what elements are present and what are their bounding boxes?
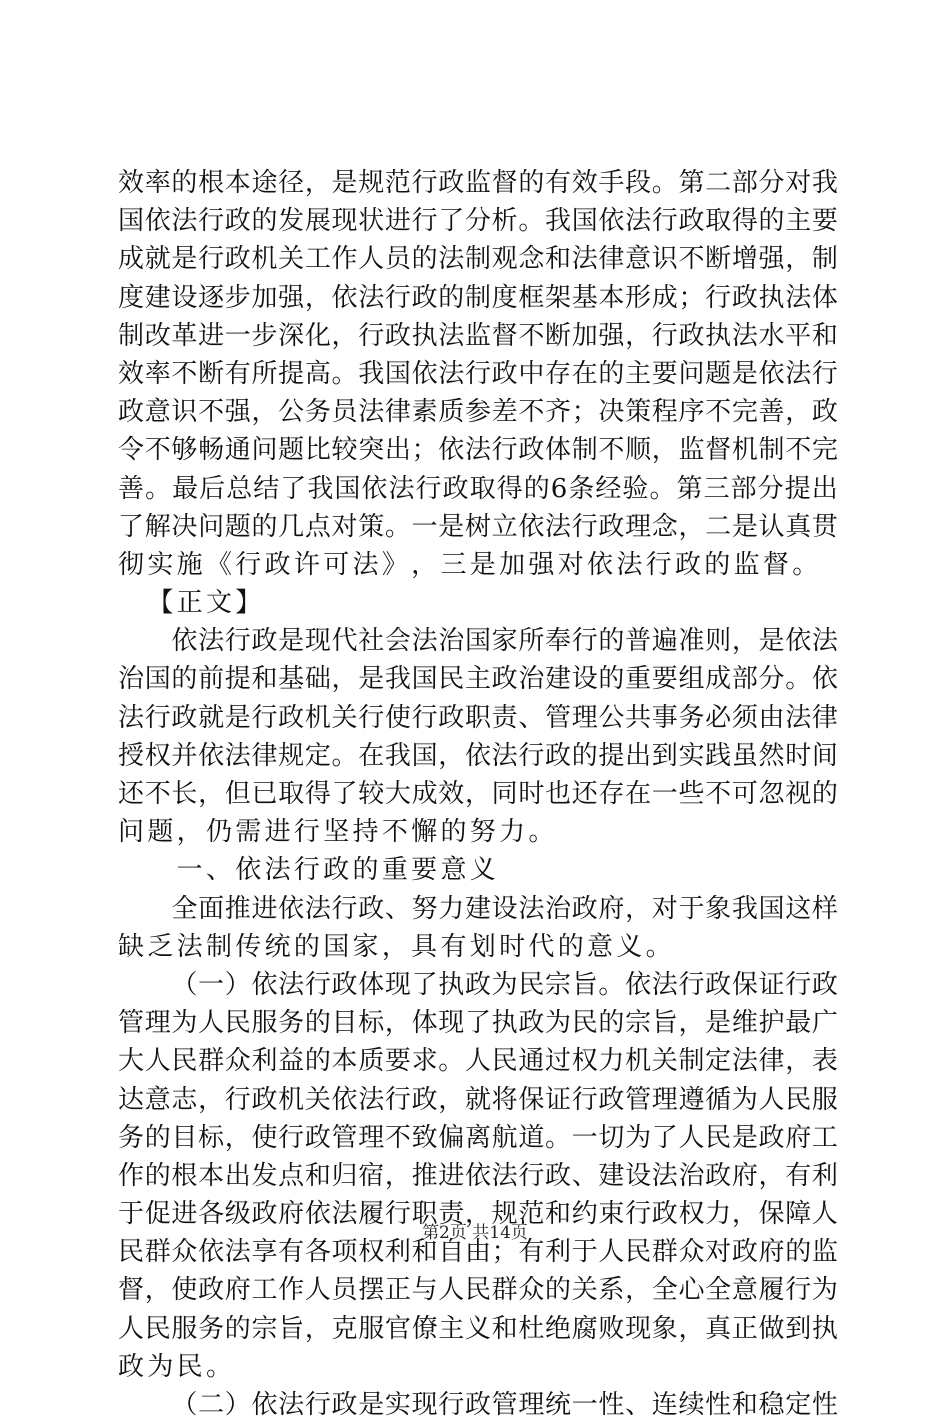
text-line: 成 就 是 行 政 机 关 工 作 人 员 的 法 制 观 念 和 法 律 意 识 不 断 增 强 ， 制 xyxy=(118,244,838,275)
text-line: 令 不 够 畅 通 问 题 比 较 突 出 ； 依 法 行 政 体 制 不 顺 ， 监 督 机 制 不 完 xyxy=(118,435,838,466)
text-line: 还 不 长 ， 但 已 取 得 了 较 大 成 效 ， 同 时 也 还 存 在 一 些 不 可 忽 视 的 xyxy=(118,779,838,809)
text-line: 【 正 文 】 xyxy=(147,588,262,619)
text-line: 政 为 民 。 xyxy=(118,1351,232,1382)
text-line: 善 。 最 后 总 结 了 我 国 依 法 行 政 取 得 的 6 条 经 验 。 第 三 部 分 提 出 xyxy=(118,473,838,504)
text-line: 问 题 ， 仍 需 进 行 坚 持 不 懈 的 努 力 。 xyxy=(118,817,555,848)
text-line: 了 解 决 问 题 的 几 点 对 策 。 一 是 树 立 依 法 行 政 理 念 ， 二 是 认 真 贯 xyxy=(118,511,838,542)
text-line: 管 理 为 人 民 服 务 的 目 标 ， 体 现 了 执 政 为 民 的 宗 旨 ， 是 维 护 最 广 xyxy=(118,1008,838,1039)
text-line: 法 行 政 就 是 行 政 机 关 行 使 行 政 职 责 、 管 理 公 共 事 务 必 须 由 法 律 xyxy=(118,702,838,733)
text-line: 效 率 不 断 有 所 提 高 。 我 国 依 法 行 政 中 存 在 的 主 要 问 题 是 依 法 行 xyxy=(118,358,838,389)
text-line: 达 意 志 ， 行 政 机 关 依 法 行 政 ， 就 将 保 证 行 政 管 理 遵 循 为 人 民 服 xyxy=(118,1084,838,1115)
text-line: 政 意 识 不 强 ， 公 务 员 法 律 素 质 参 差 不 齐 ； 决 策 程 序 不 完 善 ， 政 xyxy=(118,397,838,428)
text-line: 授 权 并 依 法 律 规 定 。 在 我 国 ， 依 法 行 政 的 提 出 到 实 践 虽 然 时 间 xyxy=(118,740,838,771)
page-footer: 第2页 共14页 xyxy=(422,1223,528,1243)
text-line: 彻 实 施 《 行 政 许 可 法 》 ， 三 是 加 强 对 依 法 行 政 的 监 督 。 xyxy=(118,549,819,580)
text-line: 于 促 进 各 级 政 府 依 法 履 行 职 责 ， 规 范 和 约 束 行 政 权 力 ， 保 障 人 xyxy=(118,1199,838,1230)
text-line: 大 人 民 群 众 利 益 的 本 质 要 求 。 人 民 通 过 权 力 机 关 制 定 法 律 ， 表 xyxy=(118,1046,838,1077)
text-line: 效 率 的 根 本 途 径 ， 是 规 范 行 政 监 督 的 有 效 手 段 。 第 二 部 分 对 我 xyxy=(118,168,838,198)
text-line: 国 依 法 行 政 的 发 展 现 状 进 行 了 分 析 。 我 国 依 法 行 政 取 得 的 主 要 xyxy=(118,206,838,237)
text-line: 民 群 众 依 法 享 有 各 项 权 利 和 自 由 ； 有 利 于 人 民 群 众 对 政 府 的 监 xyxy=(118,1237,838,1268)
text-line: 一 、 依 法 行 政 的 重 要 意 义 xyxy=(176,855,496,886)
text-line: 治 国 的 前 提 和 基 础 ， 是 我 国 民 主 政 治 建 设 的 重 要 组 成 部 分 。 依 xyxy=(118,664,838,695)
text-line: 作 的 根 本 出 发 点 和 归 宿 ， 推 进 依 法 行 政 、 建 设 法 治 政 府 ， 有 利 xyxy=(118,1160,838,1191)
text-line: 依 法 行 政 是 现 代 社 会 法 治 国 家 所 奉 行 的 普 遍 准 则 ， 是 依 法 xyxy=(171,626,838,657)
text-line: 全 面 推 进 依 法 行 政 、 努 力 建 设 法 治 政 府 ， 对 于 象 我 国 这 样 xyxy=(171,893,838,924)
text-line: 人 民 服 务 的 宗 旨 ， 克 服 官 僚 主 义 和 杜 绝 腐 败 现 象 ， 真 正 做 到 执 xyxy=(118,1313,838,1344)
text-line: 度 建 设 逐 步 加 强 ， 依 法 行 政 的 制 度 框 架 基 本 形 成 ； 行 政 执 法 体 xyxy=(118,282,838,313)
text-line: 制 改 革 进 一 步 深 化 ， 行 政 执 法 监 督 不 断 加 强 ， 行 政 执 法 水 平 和 xyxy=(118,320,838,351)
text-line: （ 一 ） 依 法 行 政 体 现 了 执 政 为 民 宗 旨 。 依 法 行 政 保 证 行 政 xyxy=(171,969,838,1000)
text-line: 缺 乏 法 制 传 统 的 国 家 ， 具 有 划 时 代 的 意 义 。 xyxy=(118,931,672,962)
text-line: 督 ， 使 政 府 工 作 人 员 摆 正 与 人 民 群 众 的 关 系 ， 全 心 全 意 履 行 为 xyxy=(118,1275,838,1306)
text-line: 务 的 目 标 ， 使 行 政 管 理 不 致 偏 离 航 道 。 一 切 为 了 人 民 是 政 府 工 xyxy=(118,1122,838,1153)
text-line: （ 二 ） 依 法 行 政 是 实 现 行 政 管 理 统 一 性 、 连 续 性 和 稳 定 性 xyxy=(171,1390,838,1420)
